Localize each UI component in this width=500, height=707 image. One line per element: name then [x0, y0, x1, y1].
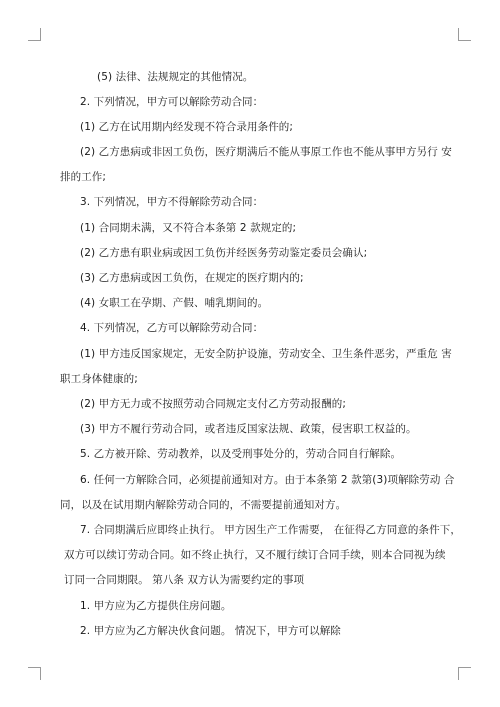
text-line: (4) 女职工在孕期、产假、哺乳期间的。 — [80, 297, 269, 309]
text-line: 3. 下列情况，甲方不得解除劳动合同： — [80, 196, 264, 208]
text-line: 2. 下列情况，甲方可以解除劳动合同： — [80, 96, 264, 108]
text-line: (1) 甲方违反国家规定，无安全防护设施，劳动安全、卫生条件恶劣，严重危 害 — [80, 348, 452, 360]
text-line: (2) 乙方患病或非因工负伤，医疗期满后不能从事原工作也不能从事甲方另行 安 — [80, 146, 452, 158]
text-line: (1) 乙方在试用期内经发现不符合录用条件的; — [80, 121, 294, 133]
text-line: 7. 合同期满后应即终止执行。 甲方因生产工作需要， 在征得乙方同意的条件下， — [80, 524, 461, 536]
text-line: 排的工作; — [60, 171, 107, 183]
text-line: (2) 乙方患有职业病或因工负伤并经医务劳动鉴定委员会确认; — [80, 247, 368, 259]
crop-mark-bottom-left — [28, 667, 41, 680]
text-line: 2. 甲方应为乙方解决伙食问题。 情况下，甲方可以解除 — [80, 625, 341, 637]
crop-mark-top-right — [458, 28, 471, 41]
crop-mark-top-left — [28, 28, 41, 41]
text-line: 同，以及在试用期内解除劳动合同的，不需要提前通知对方。 — [60, 499, 347, 511]
text-line: 4. 下列情况，乙方可以解除劳动合同： — [80, 322, 264, 334]
text-line: 职工身体健康的; — [60, 373, 138, 385]
text-line: 5. 乙方被开除、劳动教养，以及受刑事处分的，劳动合同自行解除。 — [80, 448, 402, 460]
text-line: 1. 甲方应为乙方提供住房问题。 — [80, 600, 232, 612]
crop-mark-bottom-right — [458, 667, 471, 680]
text-line: 订同一合同期限。 第八条 双方认为需要约定的事项 — [64, 574, 305, 586]
text-line: (2) 甲方无力或不按照劳动合同规定支付乙方劳动报酬的; — [80, 398, 347, 410]
text-line: 6. 任何一方解除合同，必须提前通知对方。由于本条第 2 款第(3)项解除劳动 合 — [80, 474, 455, 486]
text-line: 双方可以续订劳动合同。如不终止执行，又不履行续订合同手续，则本合同视为续 — [64, 549, 446, 561]
text-line: (3) 乙方患病或因工负伤，在规定的医疗期内的; — [80, 272, 304, 284]
text-line: (1) 合同期未满，又不符合本条第 2 款规定的; — [80, 222, 297, 234]
text-line: (5) 法律、法规规定的其他情况。 — [97, 71, 254, 83]
text-line: (3) 甲方不履行劳动合同，或者违反国家法规、政策，侵害职工权益的。 — [80, 423, 417, 435]
